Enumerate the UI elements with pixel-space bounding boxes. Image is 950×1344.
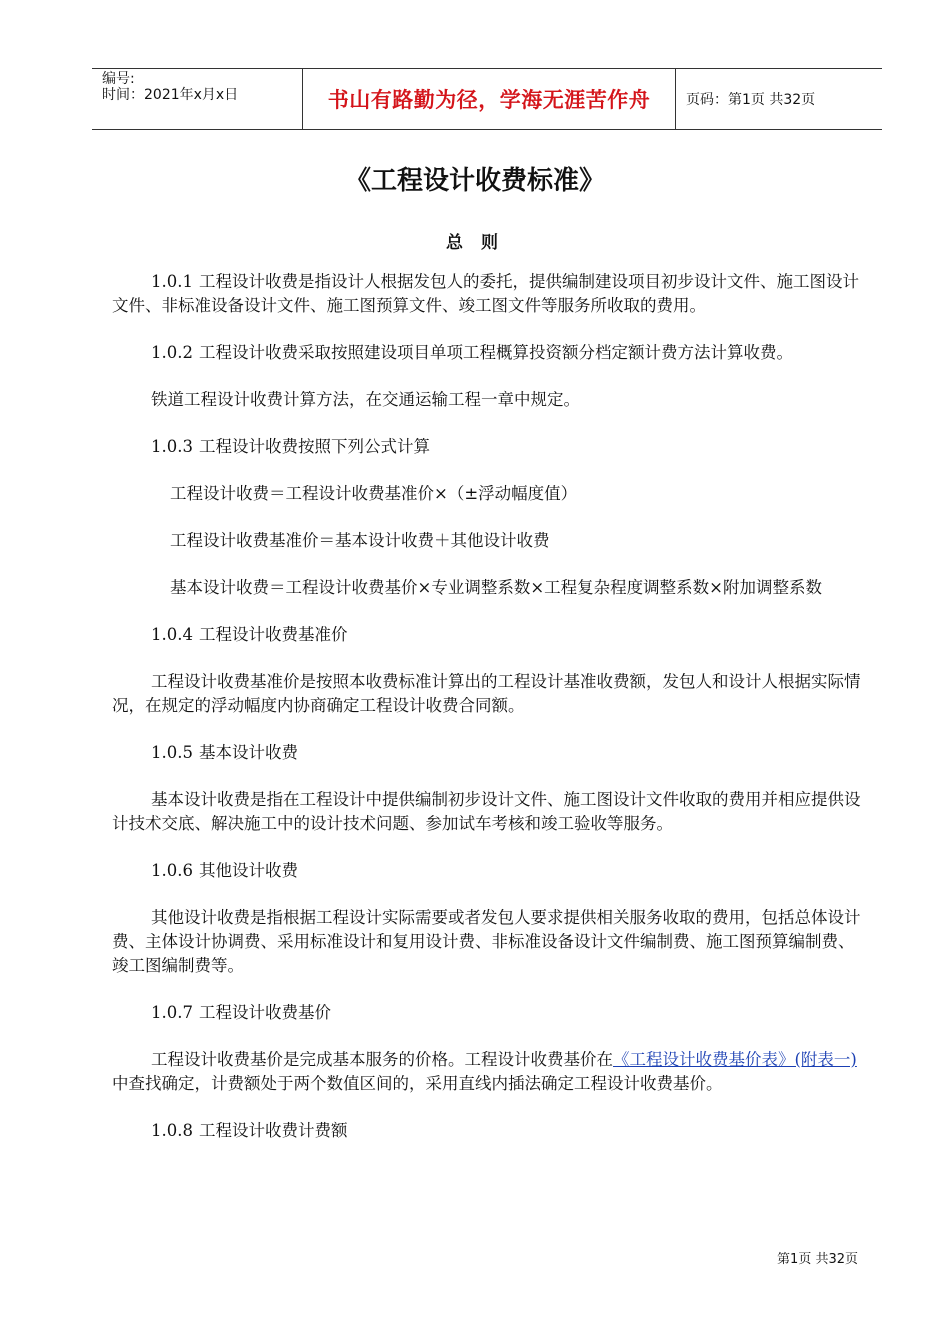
clause-text: 工程设计收费按照下列公式计算 [198,437,430,456]
clause-1-0-7 [112,1001,862,1025]
clause-body-a: 工程设计收费基价是完成基本服务的价格。工程设计收费基价在 [151,1050,613,1069]
clause-1-0-8 [112,1119,862,1143]
clause-body [112,1048,862,1096]
clause-text: 工程设计收费基准价 [198,625,348,644]
page-header [92,68,882,130]
clause-number: 1.0.4 [151,625,193,644]
clause-body: 基本设计收费是指在工程设计中提供编制初步设计文件、施工图设计文件收取的费用并相应提供设计技术交底、解决施工中的设计技术问题、参加试车考核和竣工验收等服务。 [112,790,861,833]
clause-number: 1.0.3 [151,437,193,456]
clause-note: 铁道工程设计收费计算方法，在交通运输工程一章中规定。 [151,390,580,409]
clause-number: 1.0.1 [151,272,193,291]
time-label: 时间：2021年x月x日 [102,87,239,103]
serial-label: 编号: [102,71,135,87]
clause-1-0-4 [112,623,862,647]
clause-1-0-1 [112,270,862,318]
clause-number: 1.0.7 [151,1003,193,1022]
base-price-table-link[interactable]: 《工程设计收费基价表》(附表一) [613,1050,857,1069]
page-footer: 第1页 共32页 [777,1252,858,1267]
clause-text: 基本设计收费 [198,743,298,762]
clause-body: 工程设计收费基准价是按照本收费标准计算出的工程设计基准收费额，发包人和设计人根据实际情况，在规定的浮动幅度内协商确定工程设计收费合同额。 [112,672,861,715]
clause-number: 1.0.8 [151,1121,193,1140]
clause-number: 1.0.6 [151,861,193,880]
header-page-info: 页码：第1页 共32页 [686,92,816,108]
clause-text: 工程设计收费计费额 [198,1121,348,1140]
formula-3: 基本设计收费＝工程设计收费基价×专业调整系数×工程复杂程度调整系数×附加调整系数 [170,578,822,597]
clause-1-0-3 [112,435,862,459]
document-body [112,270,862,1166]
formula-1: 工程设计收费＝工程设计收费基准价×（±浮动幅度值） [170,484,578,503]
header-motto: 书山有路勤为径，学海无涯苦作舟 [303,69,676,129]
clause-1-0-2 [112,341,862,365]
clause-1-0-5 [112,741,862,765]
clause-number: 1.0.2 [151,343,193,362]
formula-2: 工程设计收费基准价＝基本设计收费＋其他设计收费 [170,531,550,550]
clause-1-0-6 [112,859,862,883]
clause-number: 1.0.5 [151,743,193,762]
clause-body: 其他设计收费是指根据工程设计实际需要或者发包人要求提供相关服务收取的费用，包括总体设计费、主体设计协调费、采用标准设计和复用设计费、非标准设备设计文件编制费、施工图预算编制费、竣工图编制费等。 [112,908,861,975]
document-title: 《工程设计收费标准》 [344,166,605,196]
clause-body-b: 中查找确定，计费额处于两个数值区间的，采用直线内插法确定工程设计收费基价。 [112,1074,723,1093]
clause-text: 其他设计收费 [198,861,298,880]
clause-text: 工程设计收费采取按照建设项目单项工程概算投资额分档定额计费方法计算收费。 [198,343,793,362]
clause-text: 工程设计收费基价 [198,1003,331,1022]
clause-text: 工程设计收费是指设计人根据发包人的委托，提供编制建设项目初步设计文件、施工图设计文件、非标准设备设计文件、施工图预算文件、竣工图文件等服务所收取的费用。 [112,272,859,315]
header-meta [92,69,303,129]
section-title: 总 则 [446,233,504,253]
